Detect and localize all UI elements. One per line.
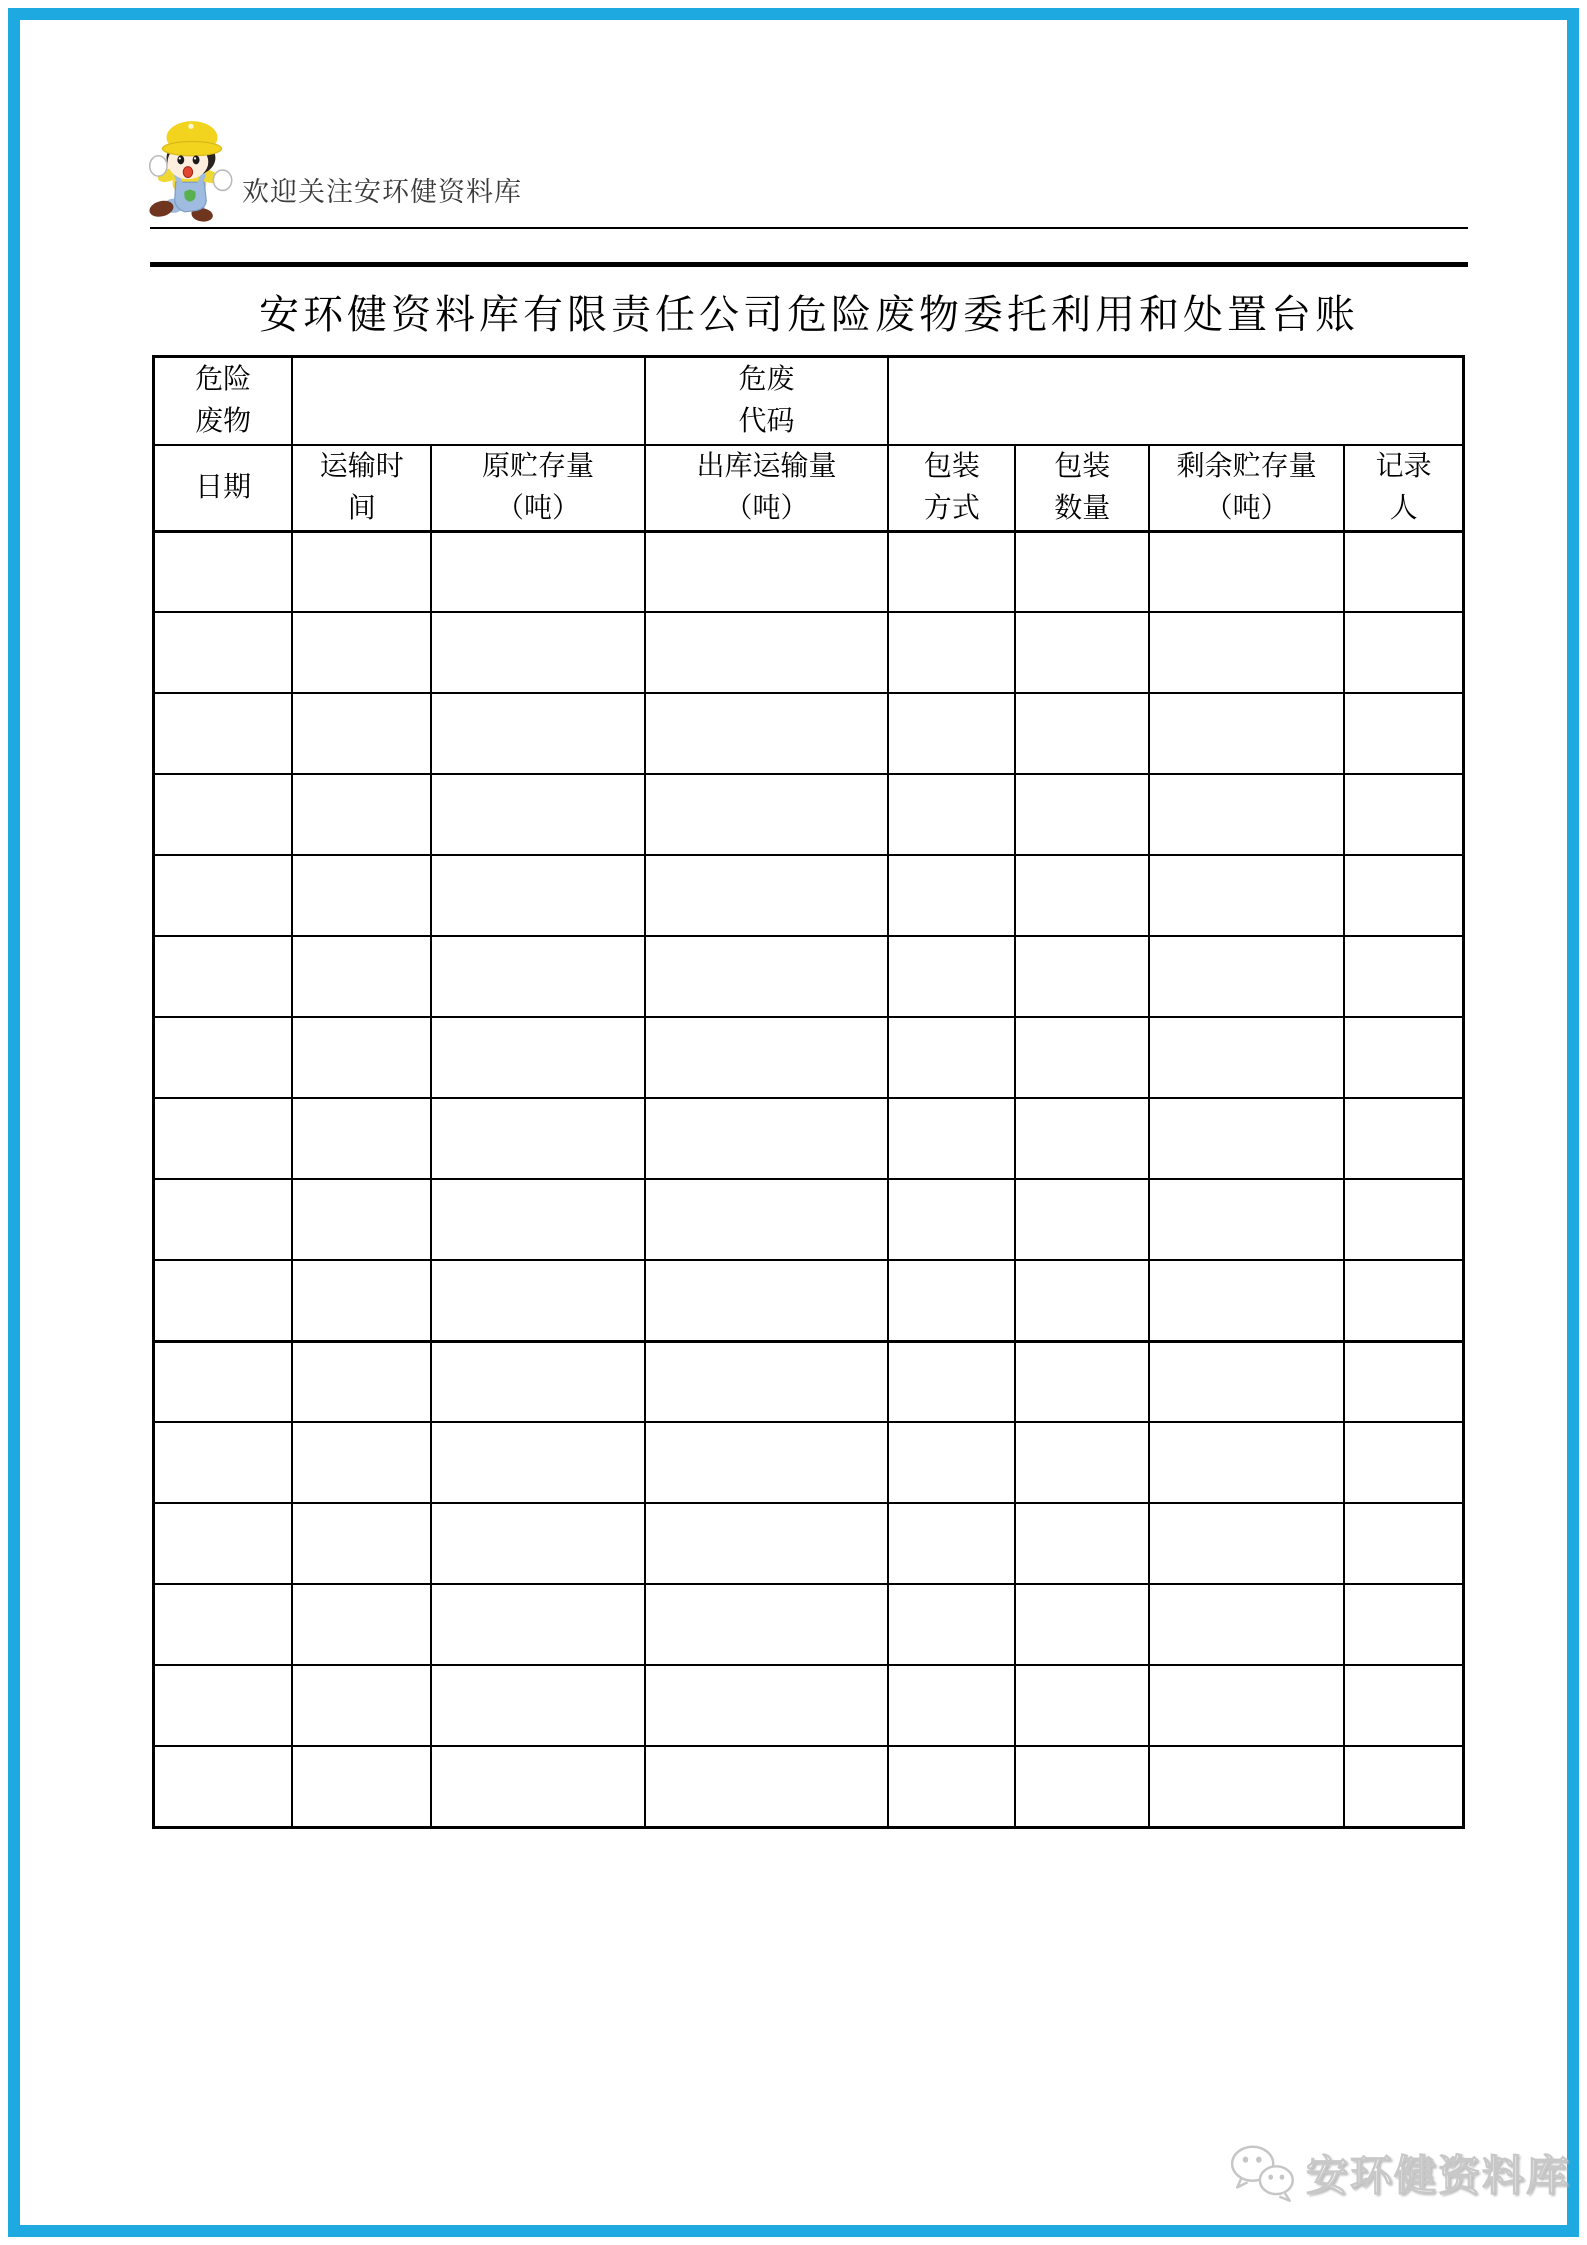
table-cell (645, 855, 889, 936)
footer-watermark (1228, 2142, 1570, 2204)
safety-worker-mascot-icon (145, 112, 239, 222)
table-header-row-1 (154, 357, 1464, 445)
table-cell (154, 1341, 293, 1422)
table-cell (888, 774, 1015, 855)
table-cell (1149, 1098, 1344, 1179)
table-row (154, 1260, 1464, 1341)
table-cell (154, 531, 293, 612)
table-cell (1344, 855, 1463, 936)
greeting-text: 欢迎关注安环健资料库 (242, 177, 522, 207)
table-cell (645, 1422, 889, 1503)
table-cell (1015, 531, 1149, 612)
table-cell (292, 1260, 431, 1341)
table-cell (431, 1422, 645, 1503)
table-row (154, 1584, 1464, 1665)
table-cell (1344, 1746, 1463, 1827)
table-cell (1015, 1584, 1149, 1665)
table-cell (1015, 1179, 1149, 1260)
table-cell (292, 1584, 431, 1665)
table-cell (1015, 1503, 1149, 1584)
table-row (154, 1665, 1464, 1746)
table-row (154, 693, 1464, 774)
table-cell (1015, 1665, 1149, 1746)
table-cell (154, 1584, 293, 1665)
table-cell (888, 1260, 1015, 1341)
table-cell (292, 855, 431, 936)
table-cell (1149, 693, 1344, 774)
table-cell (1149, 1665, 1344, 1746)
table-cell (888, 1017, 1015, 1098)
table-cell (1149, 855, 1344, 936)
ledger-table-body (154, 531, 1464, 1827)
table-cell (1015, 1017, 1149, 1098)
table-cell (431, 612, 645, 693)
table-cell (431, 774, 645, 855)
table-cell (431, 855, 645, 936)
table-cell (645, 774, 889, 855)
table-cell (1344, 693, 1463, 774)
table-cell (431, 1665, 645, 1746)
column-header-date: 日期 (154, 445, 293, 532)
table-cell (1149, 1179, 1344, 1260)
table-cell (1015, 1098, 1149, 1179)
table-cell (888, 1179, 1015, 1260)
table-cell (645, 1746, 889, 1827)
table-cell (645, 1260, 889, 1341)
table-cell (888, 1341, 1015, 1422)
table-cell (292, 612, 431, 693)
table-cell (292, 936, 431, 1017)
table-cell (1149, 1017, 1344, 1098)
table-cell (645, 1017, 889, 1098)
table-cell (1344, 1503, 1463, 1584)
table-cell (1344, 774, 1463, 855)
table-cell (888, 1503, 1015, 1584)
table-cell (292, 1098, 431, 1179)
table-row (154, 1341, 1464, 1422)
table-cell (1344, 1422, 1463, 1503)
table-cell (154, 1665, 293, 1746)
column-header-packaging-quantity: 包装 数量 (1015, 445, 1149, 532)
table-cell (292, 1422, 431, 1503)
table-cell (888, 531, 1015, 612)
table-cell (888, 1665, 1015, 1746)
table-cell (1344, 1179, 1463, 1260)
column-header-remaining-storage: 剩余贮存量 （吨） (1149, 445, 1344, 532)
table-cell (1149, 1422, 1344, 1503)
table-cell (1149, 936, 1344, 1017)
table-cell (292, 1179, 431, 1260)
table-row (154, 612, 1464, 693)
column-header-packaging-method: 包装 方式 (888, 445, 1015, 532)
table-cell (431, 1503, 645, 1584)
table-cell (292, 774, 431, 855)
hazardous-waste-value-cell (292, 357, 644, 445)
table-cell (888, 1098, 1015, 1179)
divider-thick (150, 262, 1468, 267)
table-cell (431, 1746, 645, 1827)
table-cell (154, 693, 293, 774)
table-cell (154, 1503, 293, 1584)
table-cell (1149, 1584, 1344, 1665)
table-cell (888, 936, 1015, 1017)
table-row (154, 1422, 1464, 1503)
table-cell (1344, 612, 1463, 693)
table-cell (292, 1017, 431, 1098)
table-cell (645, 1341, 889, 1422)
table-cell (645, 1503, 889, 1584)
divider-thin (150, 227, 1468, 229)
table-cell (1149, 1260, 1344, 1341)
table-cell (1344, 531, 1463, 612)
table-cell (1015, 693, 1149, 774)
column-header-recorder: 记录 人 (1344, 445, 1463, 532)
table-row (154, 1746, 1464, 1827)
page-title: 安环健资料库有限责任公司危险废物委托利用和处置台账 (259, 292, 1359, 337)
table-cell (1149, 1341, 1344, 1422)
table-cell (154, 1746, 293, 1827)
table-cell (645, 1665, 889, 1746)
table-cell (292, 693, 431, 774)
column-header-outbound-transport: 出库运输量 （吨） (645, 445, 889, 532)
table-cell (888, 1422, 1015, 1503)
table-cell (888, 855, 1015, 936)
table-cell (1149, 1746, 1344, 1827)
table-cell (1344, 1017, 1463, 1098)
table-cell (1344, 936, 1463, 1017)
table-cell (1015, 1422, 1149, 1503)
table-cell (1344, 1260, 1463, 1341)
table-cell (154, 612, 293, 693)
table-cell (431, 693, 645, 774)
table-cell (431, 1341, 645, 1422)
table-cell (154, 1179, 293, 1260)
table-cell (154, 936, 293, 1017)
table-cell (292, 1665, 431, 1746)
table-cell (431, 1098, 645, 1179)
table-cell (645, 1179, 889, 1260)
table-row (154, 1179, 1464, 1260)
wechat-icon (1228, 2142, 1302, 2204)
table-cell (154, 1098, 293, 1179)
table-cell (154, 855, 293, 936)
ledger-table (152, 355, 1465, 1829)
table-cell (645, 612, 889, 693)
table-header-row-2 (154, 445, 1464, 532)
waste-code-value-cell (888, 357, 1463, 445)
table-cell (1015, 1746, 1149, 1827)
table-cell (888, 1584, 1015, 1665)
table-cell (1015, 936, 1149, 1017)
table-cell (645, 1098, 889, 1179)
table-cell (154, 774, 293, 855)
table-row (154, 936, 1464, 1017)
watermark-text: 安环健资料库 (1306, 2154, 1571, 2200)
table-row (154, 774, 1464, 855)
table-cell (431, 936, 645, 1017)
table-cell (292, 1503, 431, 1584)
table-cell (1015, 855, 1149, 936)
table-cell (888, 612, 1015, 693)
table-cell (1015, 1341, 1149, 1422)
table-cell (431, 1260, 645, 1341)
table-cell (1149, 774, 1344, 855)
table-cell (154, 1422, 293, 1503)
table-row (154, 531, 1464, 612)
table-cell (1344, 1098, 1463, 1179)
table-cell (1015, 774, 1149, 855)
table-cell (1149, 531, 1344, 612)
table-cell (888, 1746, 1015, 1827)
table-cell (1015, 1260, 1149, 1341)
column-header-original-storage: 原贮存量 （吨） (431, 445, 645, 532)
table-cell (292, 1341, 431, 1422)
table-cell (1149, 612, 1344, 693)
table-cell (154, 1260, 293, 1341)
hazardous-waste-label-cell: 危险 废物 (154, 357, 293, 445)
table-cell (645, 1584, 889, 1665)
table-cell (431, 1584, 645, 1665)
table-cell (645, 531, 889, 612)
table-cell (431, 1017, 645, 1098)
table-cell (888, 693, 1015, 774)
table-row (154, 1503, 1464, 1584)
table-row (154, 1098, 1464, 1179)
table-cell (1344, 1341, 1463, 1422)
table-cell (154, 1017, 293, 1098)
table-row (154, 855, 1464, 936)
waste-code-label-cell: 危废 代码 (645, 357, 889, 445)
table-cell (292, 531, 431, 612)
table-cell (645, 936, 889, 1017)
table-cell (1344, 1665, 1463, 1746)
table-cell (431, 531, 645, 612)
table-cell (1149, 1503, 1344, 1584)
table-cell (431, 1179, 645, 1260)
table-cell (645, 693, 889, 774)
table-cell (1015, 612, 1149, 693)
column-header-transport-time: 运输时 间 (292, 445, 431, 532)
table-cell (1344, 1584, 1463, 1665)
table-cell (292, 1746, 431, 1827)
table-row (154, 1017, 1464, 1098)
